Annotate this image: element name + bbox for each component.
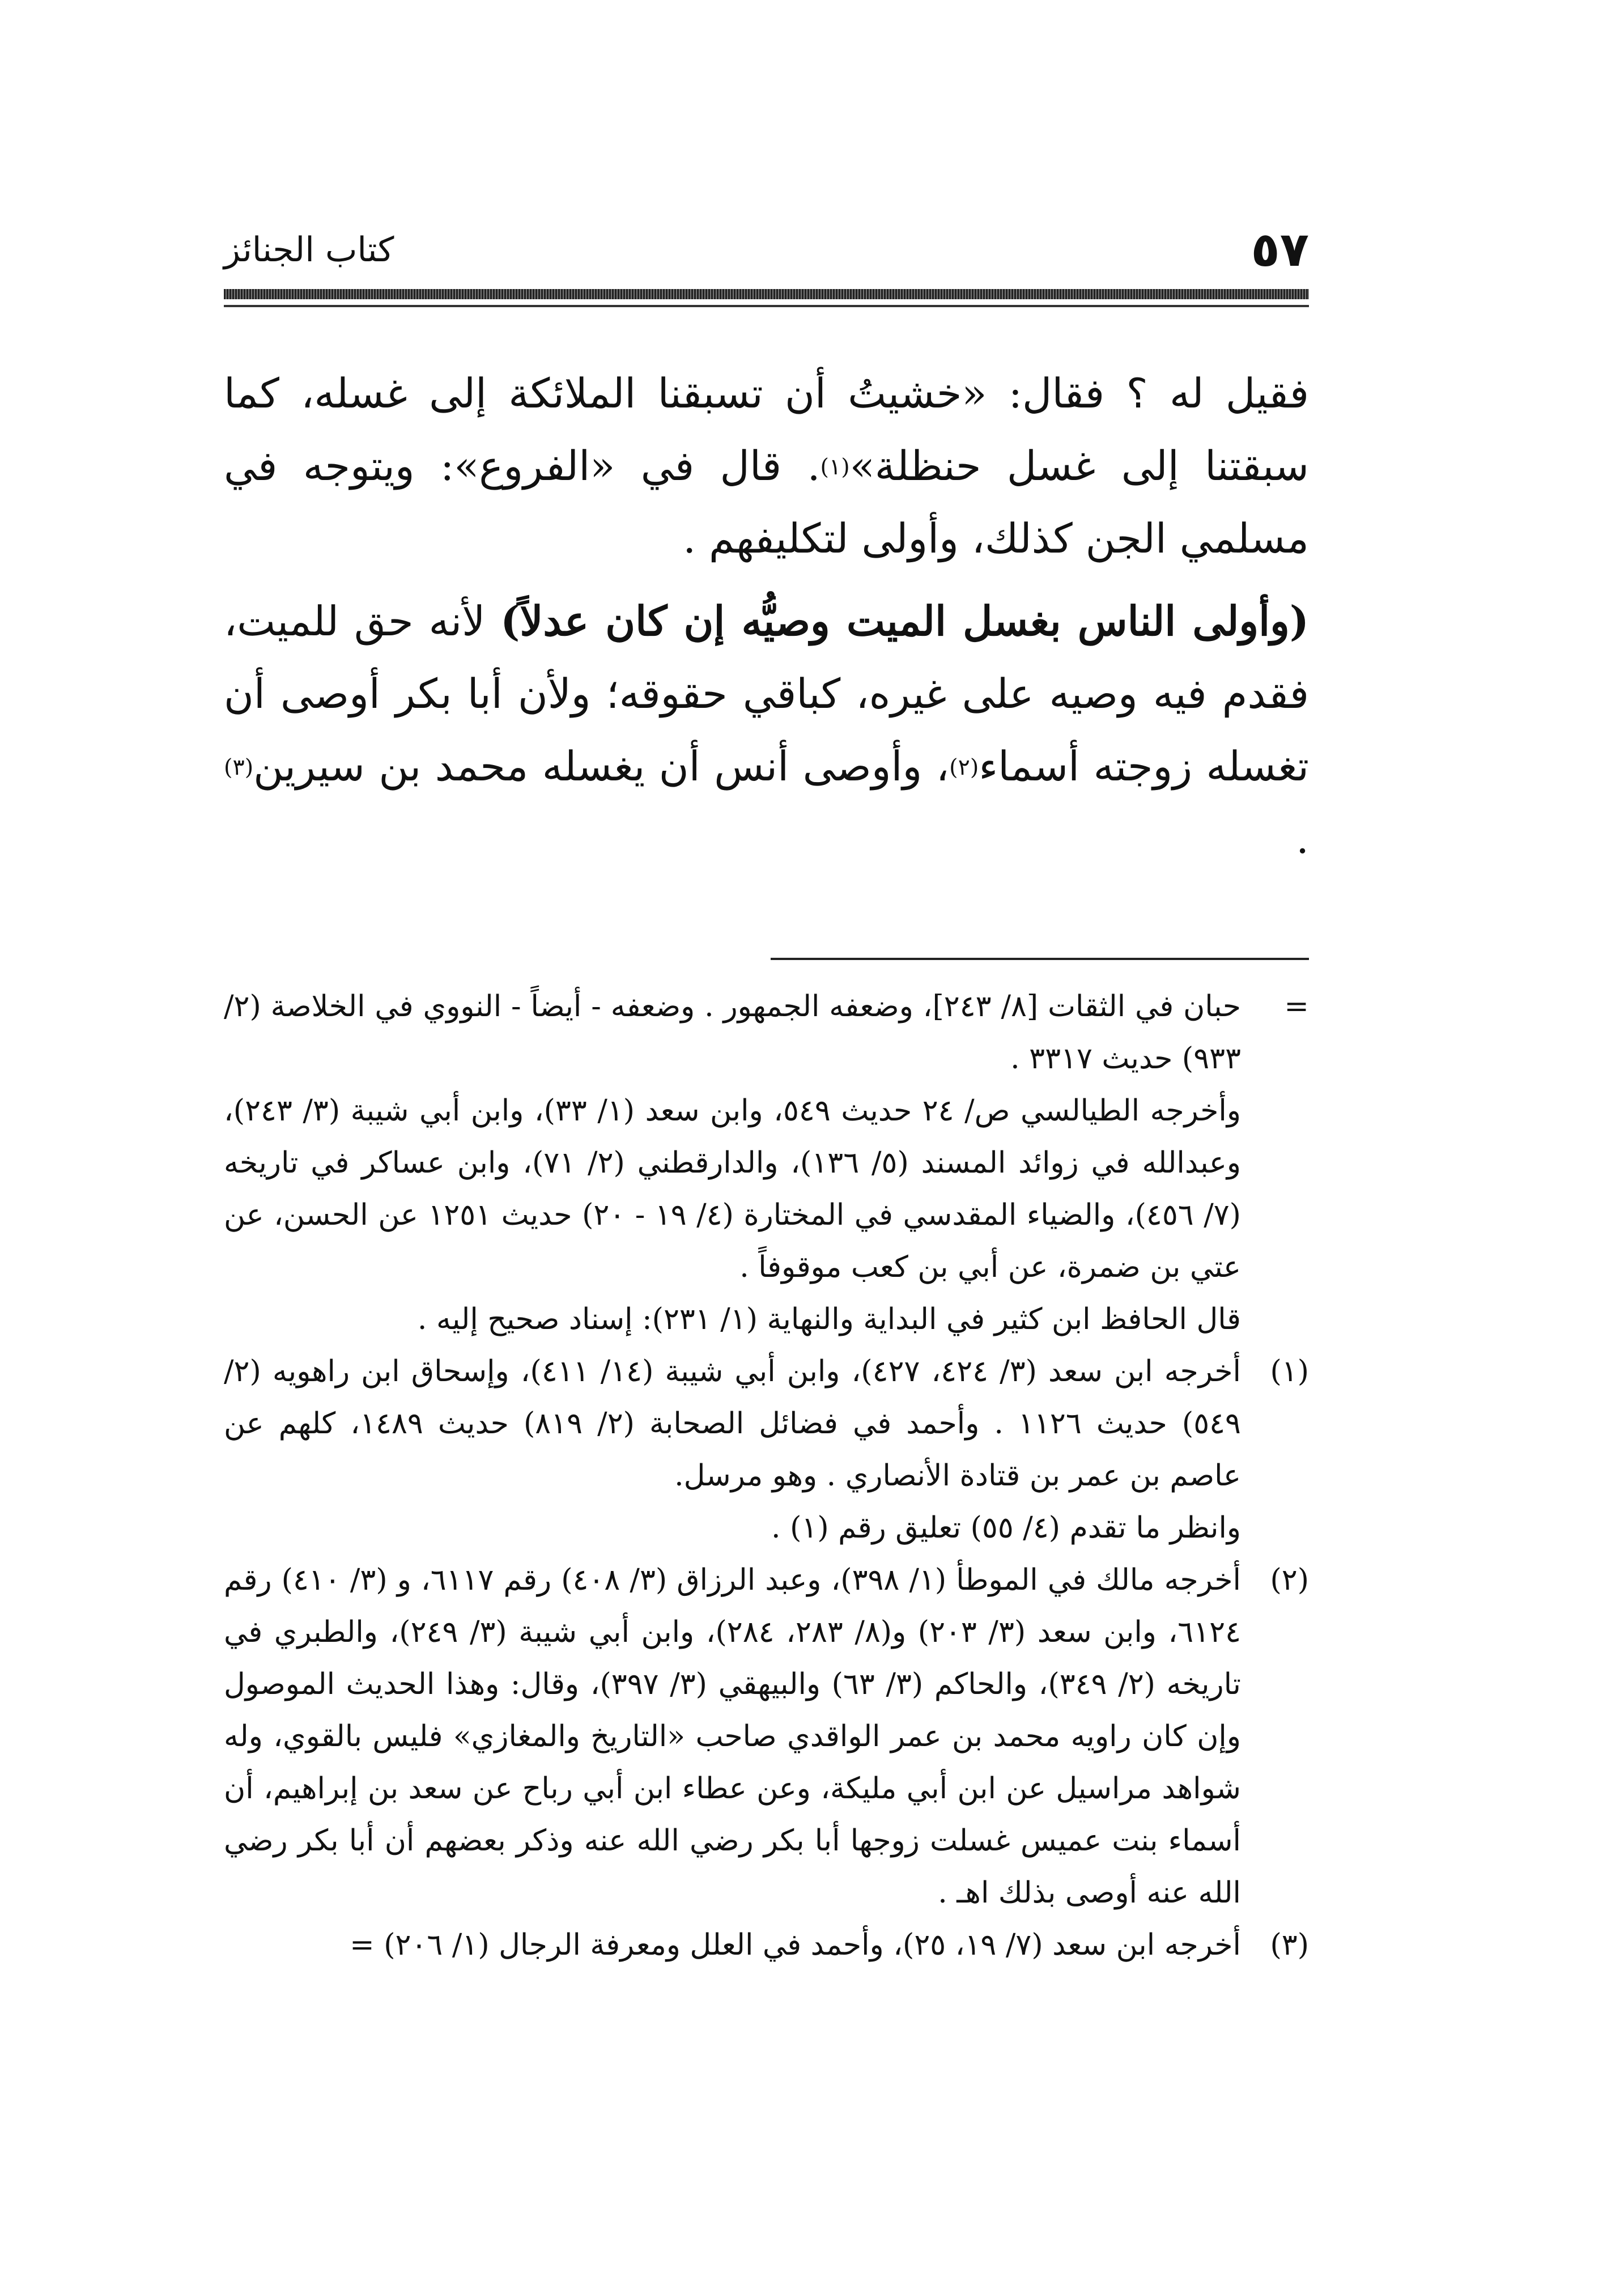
- footnote-text: أخرجه ابن سعد (٧/ ١٩، ٢٥)، وأحمد في العلل ومعرفة الرجال (١/ ٢٠٦) =: [350, 1928, 1241, 1962]
- footnote-1: [224, 1345, 1309, 1554]
- footnote-marker: (١): [1270, 1354, 1309, 1388]
- main-paragraph-2: [224, 585, 1309, 875]
- page-number: ٥٧: [1251, 222, 1309, 277]
- footnote-text: قال الحافظ ابن كثير في البداية والنهاية (١/ ٢٣١): إسناد صحيح إليه .: [417, 1302, 1241, 1336]
- header-rule: [224, 289, 1309, 299]
- footnote-text: وأخرجه الطيالسي ص/ ٢٤ حديث ٥٤٩، وابن سعد (١/ ٣٣)، وابن أبي شيبة (٣/ ٢٤٣)، وعبدالله في زوائد المسند (٥/ ١٣٦)، والدارقطني (٢/ ٧١)، وابن عساكر في تاريخه (٧/ ٤٥٦)، والضياء المقدسي في المختارة (٤/ ١٩ - ٢٠) حديث ١٢٥١ عن الحسن، عن عتي بن ضمرة، عن أبي بن كعب موقوفاً .: [224, 1094, 1242, 1284]
- footnote-text: وانظر ما تقدم (٤/ ٥٥) تعليق رقم (١) .: [771, 1511, 1241, 1545]
- footnote-separator: [771, 958, 1309, 960]
- main-paragraph-1: [224, 357, 1309, 575]
- main-text-segment: لأنه حق للميت، فقدم فيه وصيه على غيره، كباقي حقوقه؛ ولأن أبا بكر أوصى أن تغسله زوجته أسماء: [224, 597, 1310, 790]
- main-text-segment: فقيل له ؟ فقال: «خشيتُ أن تسبقنا الملائكة إلى غسله، كما سبقتنا إلى غسل حنظلة»: [224, 370, 1309, 490]
- footnote-3: [224, 1919, 1309, 1971]
- footnote-text: حبان في الثقات [٨/ ٢٤٣]، وضعفه الجمهور . وضعفه - أيضاً - النووي في الخلاصة (٢/ ٩٣٣) حديث ٣٣١٧ .: [224, 990, 1241, 1076]
- footnote-ref-3: (٣): [224, 754, 254, 781]
- main-text-segment: . قال في «الفروع»: ويتوجه في مسلمي الجن كذلك، وأولى لتكليفهم .: [224, 442, 1309, 562]
- footnote-text: أخرجه مالك في الموطأ (١/ ٣٩٨)، وعبد الرزاق (٣/ ٤٠٨) رقم ٦١١٧، و (٣/ ٤١٠) رقم ٦١٢٤، وابن سعد (٣/ ٢٠٣) و(٨/ ٢٨٣، ٢٨٤)، وابن أبي شيبة (٣/ ٢٤٩)، والطبري في تاريخه (٢/ ٣٤٩)، والحاكم (٣/ ٦٣) والبيهقي (٣/ ٣٩٧)، وقال: وهذا الحديث الموصول وإن كان راويه محمد بن عمر الواقدي صاحب «التاريخ والمغازي» فليس بالقوي، وله شواهد مراسيل عن ابن أبي مليكة، وعن عطاء ابن أبي رباح عن سعد بن إبراهيم، أن أسماء بنت عميس غسلت زوجها أبا بكر رضي الله عنه وذكر بعضهم أن أبا بكر رضي الله عنه أوصى بذلك اهـ .: [224, 1563, 1241, 1910]
- footnotes: [224, 980, 1309, 1971]
- footnote-ref-1: (١): [820, 454, 850, 481]
- footnote-continued: [224, 980, 1309, 1345]
- main-text-segment: .: [1296, 815, 1309, 863]
- page-header: [224, 221, 1309, 278]
- footnote-marker: (٢): [1270, 1563, 1309, 1597]
- footnote-2: [224, 1554, 1309, 1919]
- footnote-text: أخرجه ابن سعد (٣/ ٤٢٤، ٤٢٧)، وابن أبي شيبة (١٤/ ٤١١)، وإسحاق ابن راهويه (٢/ ٥٤٩) حديث ١١٢٦ . وأحمد في فضائل الصحابة (٢/ ٨١٩) حديث ١٤٨٩، كلهم عن عاصم بن عمر بن قتادة الأنصاري . وهو مرسل.: [224, 1354, 1241, 1493]
- footnote-ref-2: (٢): [949, 754, 979, 781]
- matn-text-bold: (وأولى الناس بغسل الميت وصيُّه إن كان عدلاً): [500, 597, 1309, 645]
- main-text-segment: ، وأوصى أنس أن يغسله محمد بن سيرين: [253, 742, 950, 790]
- footnote-marker: =: [1284, 990, 1309, 1024]
- header-rule-thin: [224, 305, 1309, 307]
- footnote-marker: (٣): [1270, 1928, 1309, 1962]
- main-text: [224, 357, 1309, 875]
- running-title: كتاب الجنائز: [224, 230, 394, 270]
